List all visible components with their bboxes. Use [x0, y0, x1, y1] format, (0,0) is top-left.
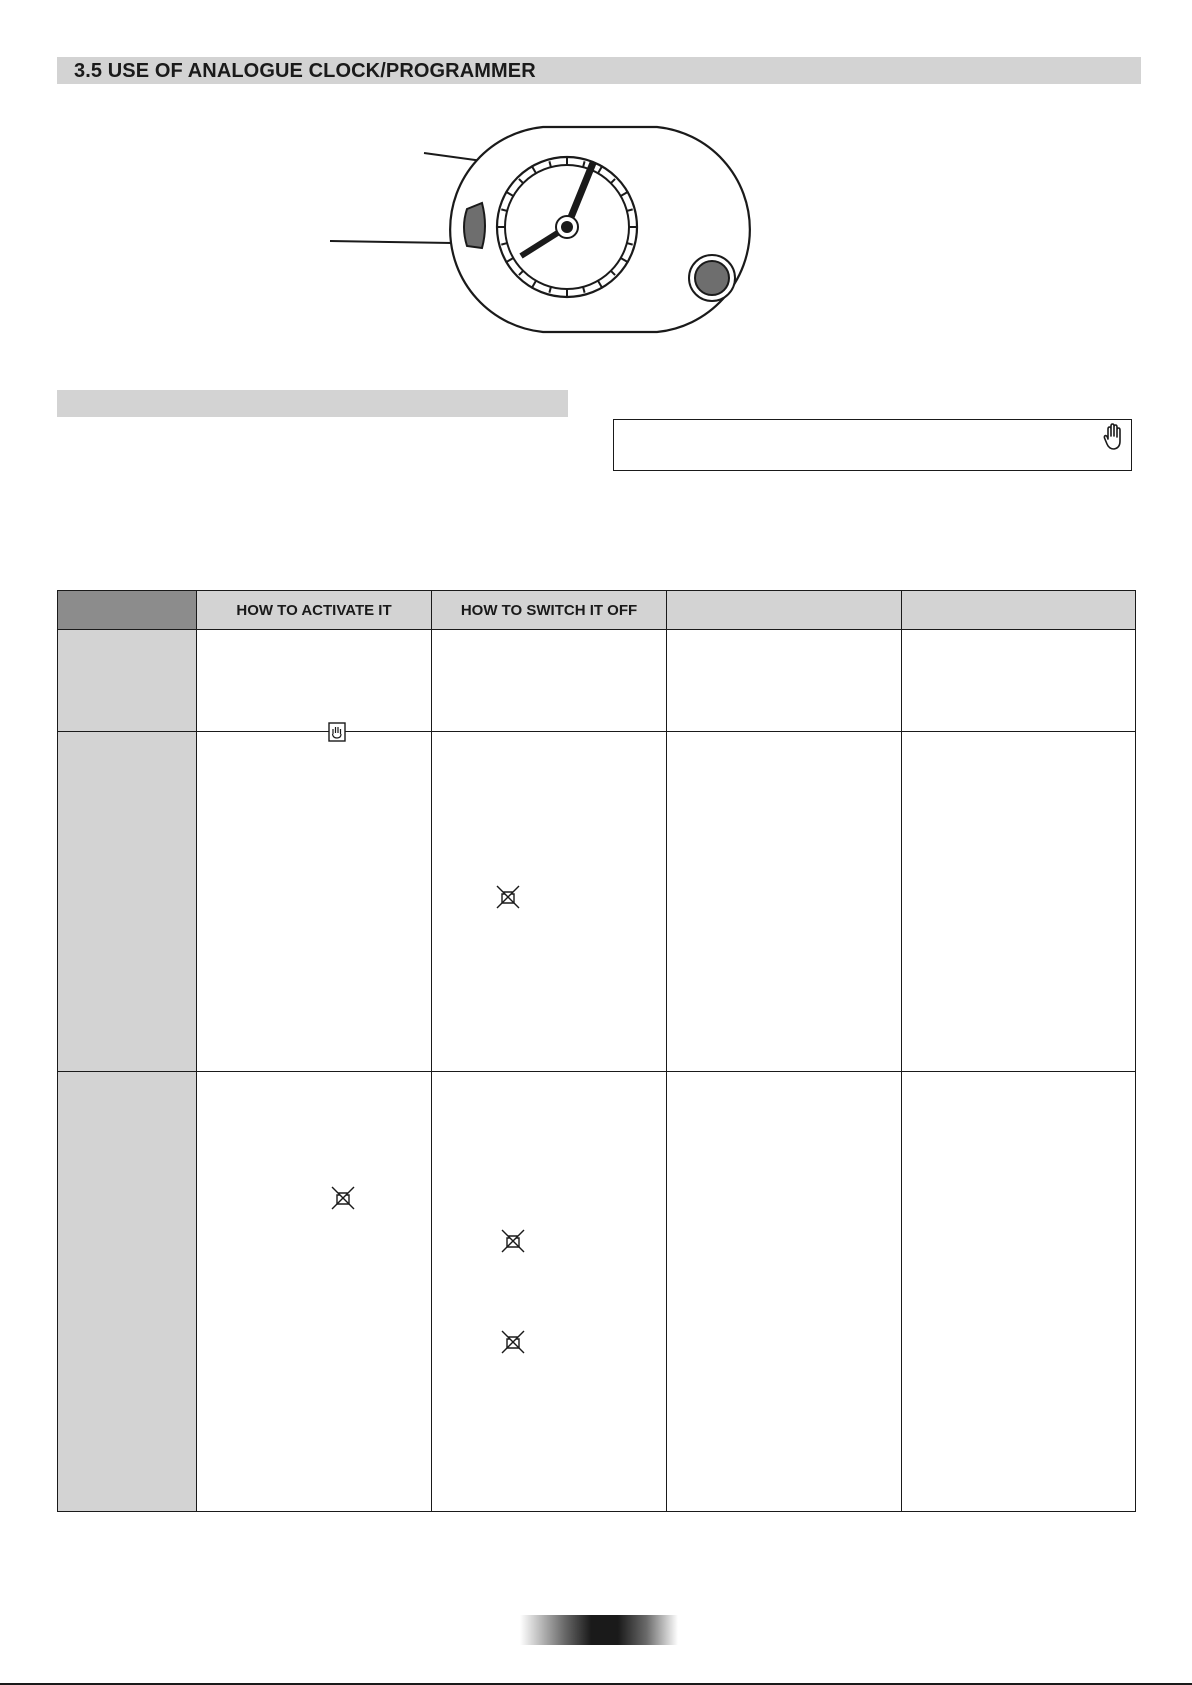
clock-programmer-diagram [0, 0, 1192, 360]
col4-cell [667, 630, 902, 732]
switch-off-cell [432, 1072, 667, 1512]
col5-cell [902, 630, 1136, 732]
header-cell-switch-off: HOW TO SWITCH IT OFF [432, 591, 667, 630]
activate-cell [197, 630, 432, 732]
header-cell-col4 [667, 591, 902, 630]
header-cell-activate: HOW TO ACTIVATE IT [197, 591, 432, 630]
row-head-cell [58, 732, 197, 1072]
table-header-row [58, 591, 1136, 630]
switch-off-cell [432, 630, 667, 732]
col4-cell [667, 1072, 902, 1512]
row-head-cell [58, 630, 197, 732]
minute-minder-button-icon [689, 255, 735, 301]
crossed-pot-symbol-icon [330, 1185, 356, 1211]
hand-icon [1103, 423, 1125, 451]
header-cell-col5 [902, 591, 1136, 630]
row-head-cell [58, 1072, 197, 1512]
note-box [613, 419, 1132, 471]
table-row [58, 1072, 1136, 1512]
programmer-table [57, 590, 1136, 1512]
activate-cell [197, 732, 432, 1072]
switch-off-cell [432, 732, 667, 1072]
col5-cell [902, 1072, 1136, 1512]
clock-face-icon [496, 156, 638, 298]
col5-cell [902, 732, 1136, 1072]
selector-knob-icon [464, 203, 485, 248]
crossed-pot-symbol-icon [500, 1329, 526, 1355]
crossed-pot-symbol-icon [500, 1228, 526, 1254]
col4-cell [667, 732, 902, 1072]
table-row [58, 630, 1136, 732]
leader-line-selector [330, 241, 452, 243]
page-number-band [520, 1615, 678, 1645]
table-row [58, 732, 1136, 1072]
crossed-pot-symbol-icon [495, 884, 521, 910]
header-cell-corner [58, 591, 197, 630]
section-title: 3.5 USE OF ANALOGUE CLOCK/PROGRAMMER [74, 60, 536, 82]
activate-cell [197, 1072, 432, 1512]
subsection-heading-bar [57, 390, 568, 417]
